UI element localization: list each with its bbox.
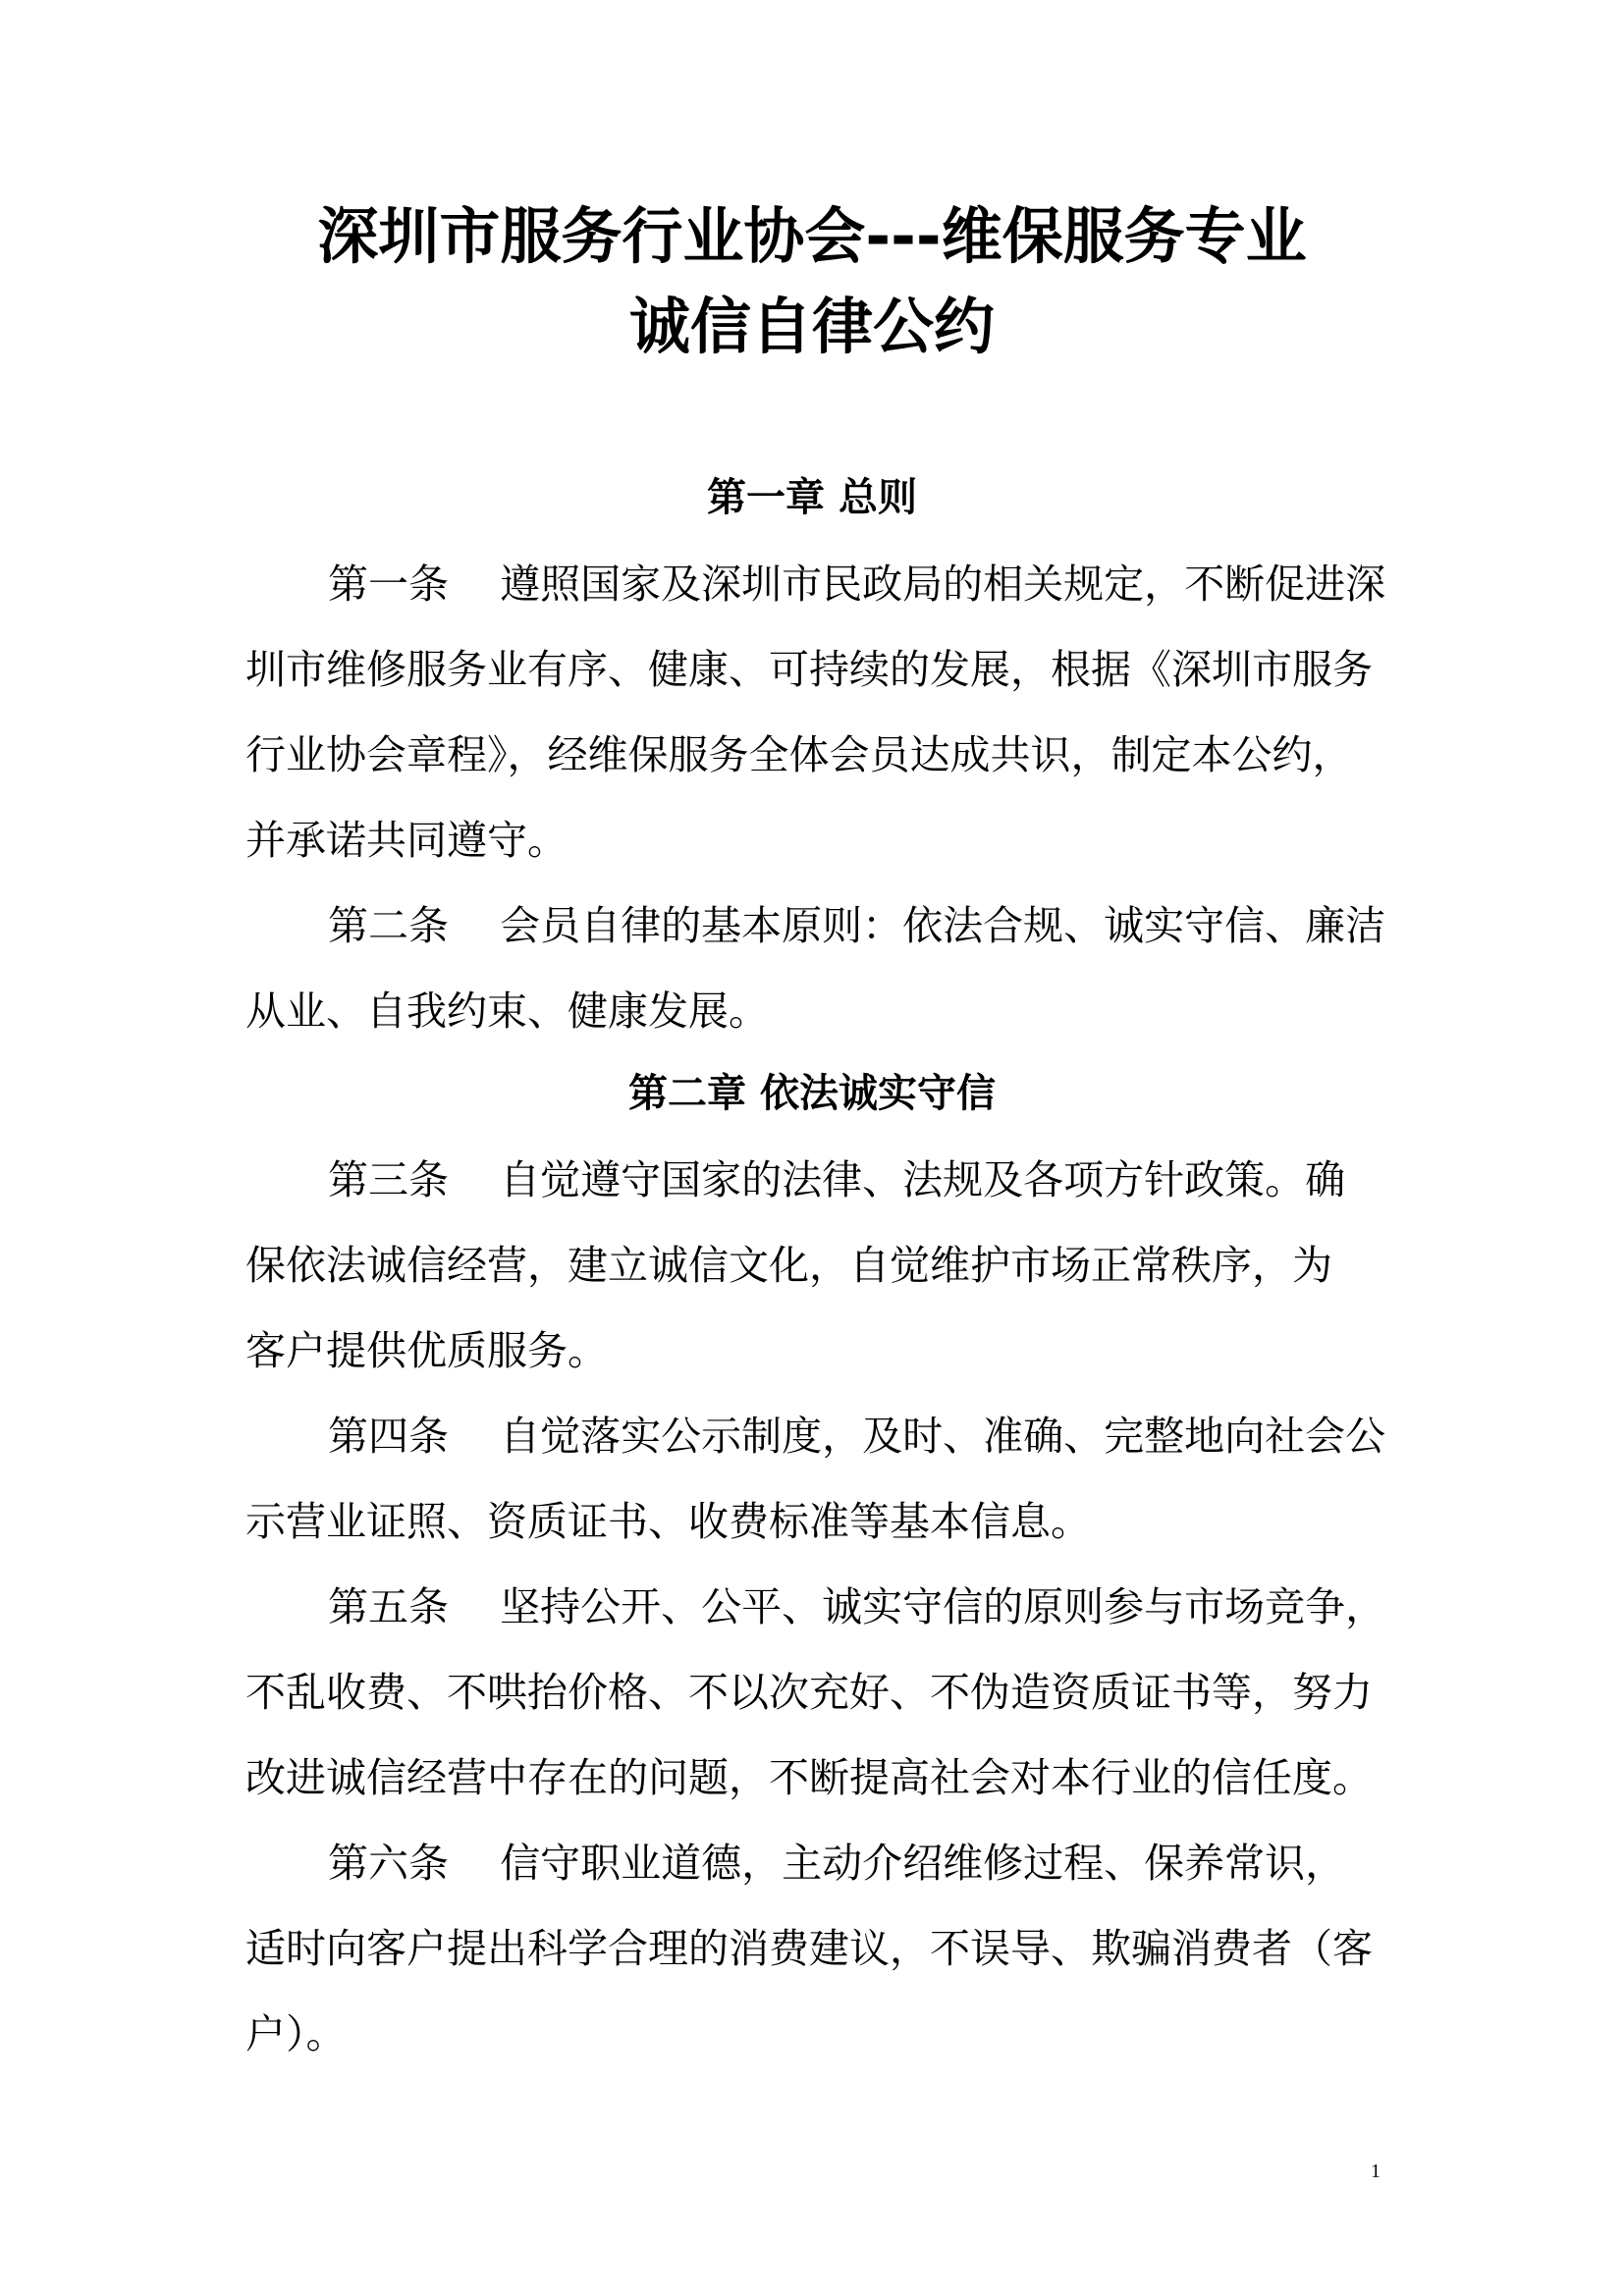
chapter-1-heading: 第一章 总则	[707, 475, 917, 520]
article-2-line-2: 从业、自我约束、健康发展。	[245, 988, 769, 1035]
article-1-line-2: 圳市维修服务业有序、健康、可持续的发展，根据《深圳市服务	[245, 646, 1373, 693]
page-number: 1	[1371, 2161, 1380, 2182]
article-3-line-3: 客户提供优质服务。	[245, 1327, 608, 1374]
article-6-line-2: 适时向客户提出科学合理的消费建议，不误导、欺骗消费者（客	[245, 1925, 1373, 1972]
article-5-line-2: 不乱收费、不哄抬价格、不以次充好、不伪造资质证书等，努力	[245, 1669, 1373, 1716]
chapter-2-heading: 第二章 依法诚实守信	[628, 1071, 996, 1116]
document-title-line-1: 深圳市服务行业协会---维保服务专业	[317, 200, 1307, 272]
document-title-line-2: 诚信自律公约	[628, 291, 995, 362]
article-4-line-1: 第四条 自觉落实公示制度，及时、准确、完整地向社会公	[328, 1413, 1386, 1460]
article-5-line-1: 第五条 坚持公开、公平、诚实守信的原则参与市场竞争，	[328, 1583, 1386, 1630]
article-1-line-1: 第一条 遵照国家及深圳市民政局的相关规定，不断促进深	[328, 561, 1386, 608]
article-6-line-1: 第六条 信守职业道德，主动介绍维修过程、保养常识，	[328, 1840, 1346, 1887]
article-2-line-1: 第二条 会员自律的基本原则：依法合规、诚实守信、廉洁	[328, 902, 1386, 949]
article-3-line-1: 第三条 自觉遵守国家的法律、法规及各项方针政策。确	[328, 1156, 1346, 1203]
article-1-line-4: 并承诺共同遵守。	[245, 817, 568, 864]
article-1-line-3: 行业协会章程》，经维保服务全体会员达成共识，制定本公约，	[245, 731, 1353, 778]
article-5-line-3: 改进诚信经营中存在的问题，不断提高社会对本行业的信任度。	[245, 1754, 1373, 1801]
article-3-line-2: 保依法诚信经营，建立诚信文化，自觉维护市场正常秩序，为	[245, 1242, 1332, 1289]
article-4-line-2: 示营业证照、资质证书、收费标准等基本信息。	[245, 1498, 1091, 1545]
article-6-line-3: 户）。	[245, 2010, 347, 2057]
